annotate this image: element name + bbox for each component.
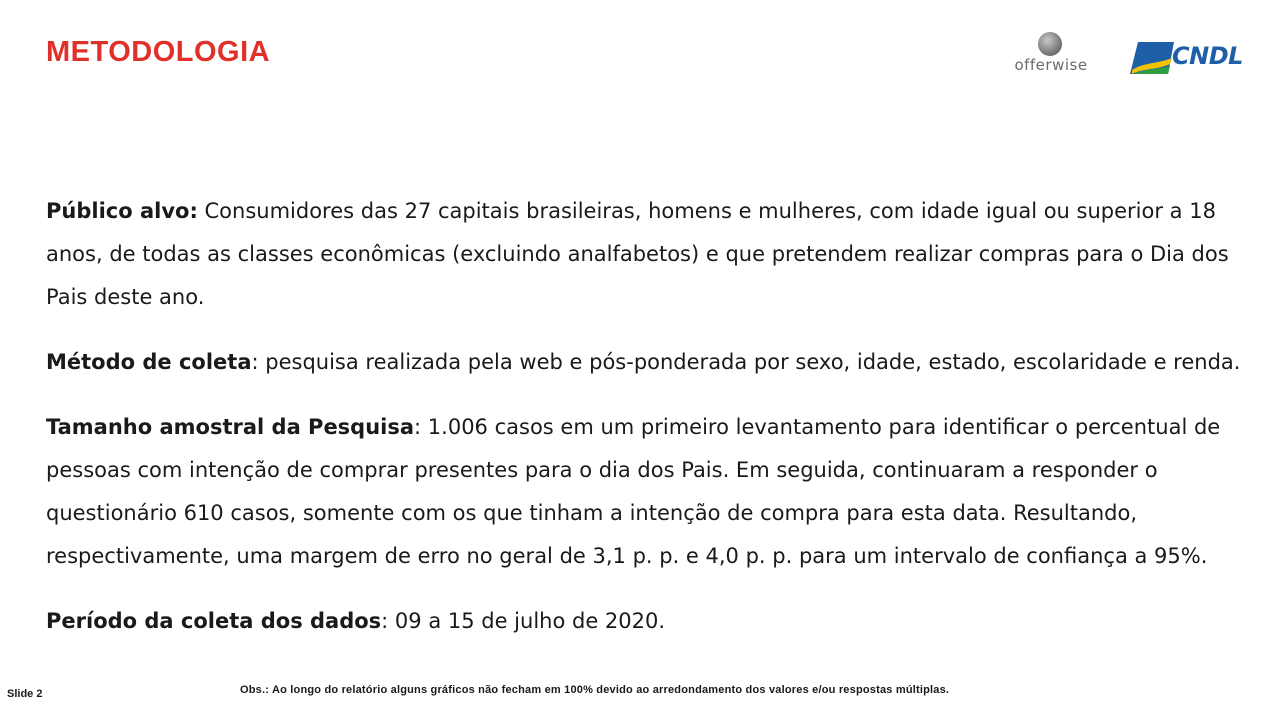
offerwise-logo (996, 32, 1106, 76)
paragraph-text: : 09 a 15 de julho de 2020. (381, 609, 666, 633)
paragraph-sample-size (46, 406, 1246, 578)
footnote: Obs.: Ao longo do relatório alguns gráficos não fecham em 100% devido ao arredondamento dos valores e/ou respostas múltiplas. (240, 684, 950, 696)
paragraph-label: Tamanho amostral da Pesquisa (46, 415, 415, 439)
paragraph-label: Método de coleta (46, 350, 252, 374)
paragraph-text: : 1.006 casos em um primeiro levantamento para identificar o percentual de pessoas com intenção de comprar presentes para o dia dos Pais. Em seguida, continuaram a responder o questionário 610 casos, somente com os que tinham a intenção de compra para esta data. Resultando, respectivamente, uma margem de erro no geral de 3,1 p. p. e 4,0 p. p. para um intervalo de confiança a 95%. (46, 415, 1221, 568)
cndl-logo (1128, 40, 1248, 76)
paragraph-label: Período da coleta dos dados (46, 609, 382, 633)
cndl-emblem-icon (1128, 40, 1176, 76)
paragraph-label: Público alvo: (46, 199, 198, 223)
slide-title: METODOLOGIA (46, 36, 271, 68)
cndl-logo-text: CNDL (1172, 42, 1243, 70)
methodology-body (46, 190, 1246, 665)
offerwise-seal-icon (1038, 32, 1062, 56)
paragraph-collection-method (46, 341, 1246, 384)
slide-number: Slide 2 (7, 688, 43, 700)
paragraph-collection-period (46, 600, 1246, 643)
paragraph-text: Consumidores das 27 capitais brasileiras, homens e mulheres, com idade igual ou superior a 18 anos, de todas as classes econômicas (excluindo analfabetos) e que pretendem realizar compras para o Dia dos Pais deste ano. (46, 199, 1229, 309)
offerwise-logo-text: offerwise (1014, 56, 1088, 74)
paragraph-text: : pesquisa realizada pela web e pós-ponderada por sexo, idade, estado, escolaridade e renda. (251, 350, 1241, 374)
paragraph-target-audience (46, 190, 1246, 319)
